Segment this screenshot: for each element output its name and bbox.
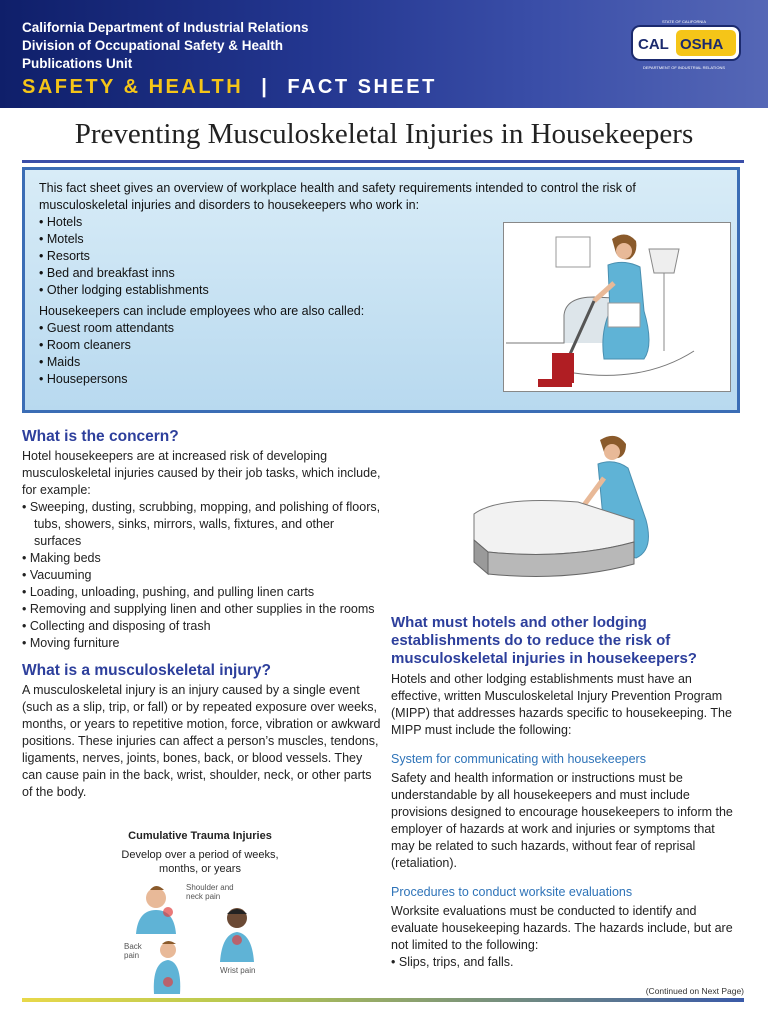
wrist-pain-figure xyxy=(218,904,256,962)
evaluation-list-item: • Slips, trips, and falls. xyxy=(391,955,514,969)
footer-divider xyxy=(22,998,744,1002)
must-paragraph: Hotels and other lodging establishments must have an effective, written Musculoskeletal Injury Prevention Program (MIPP) that addresses hazards specific to housekeeping. The MIPP must include the following: xyxy=(391,672,732,737)
right-column xyxy=(391,614,741,971)
cal-osha-logo xyxy=(618,16,748,76)
communication-paragraph: Safety and health information or instructions must be understandable by all housekeepers and must include provisions designed to encourage housekeepers to inform the employer of hazards at work and injuries or symptoms that may be related to such hazards, without fear of reprisal (retaliation). xyxy=(391,771,733,870)
list-item: • Removing and supplying linen and other supplies in the rooms xyxy=(34,601,382,618)
wrist-pain-label: Wrist pain xyxy=(220,966,256,975)
msi-paragraph: A musculoskeletal injury is an injury caused by a single event (such as a slip, trip, or fall) or by repeated exposure over weeks, months, or years to repetitive motion, force, vibration or awkward positions. These injuries can affect a person’s muscles, tendons, ligaments, nerves, joints, bones, back, or blood vessels. They can cause pain in the back, wrist, shoulder, neck, or other parts of the body. xyxy=(22,683,381,799)
list-item: • Bed and breakfast inns xyxy=(39,265,699,282)
list-item: • Hotels xyxy=(39,214,699,231)
list-item: Slips, trips, and falls. xyxy=(398,955,514,969)
also-called-text: Housekeepers can include employees who are also called: xyxy=(39,304,365,318)
logo-top-text: STATE OF CALIFORNIA xyxy=(661,19,707,24)
concern-paragraph: Hotel housekeepers are at increased risk of developing musculoskeletal injuries caused by their job tasks, which include, for example: xyxy=(22,449,381,497)
vacuuming-illustration xyxy=(503,222,731,392)
list-item: • Making beds xyxy=(34,550,382,567)
shoulder-pain-label: Shoulder and neck pain xyxy=(186,883,234,901)
page-title: Preventing Musculoskeletal Injuries in Housekeepers xyxy=(74,118,694,150)
header-banner xyxy=(0,0,768,108)
list-item: • Collecting and disposing of trash xyxy=(34,618,382,635)
logo-osha-text: OSHA xyxy=(680,36,724,53)
back-pain-label: Back pain xyxy=(124,942,142,960)
list-item: • Other lodging establishments xyxy=(39,282,699,299)
intro-box xyxy=(22,167,740,413)
left-column xyxy=(22,428,382,801)
evaluation-subheading: Procedures to conduct worksite evaluations xyxy=(391,885,633,899)
must-heading: What must hotels and other lodging establishments do to reduce the risk of musculoskeletal injuries in housekeepers? xyxy=(391,614,697,667)
band-right: FACT SHEET xyxy=(287,76,437,98)
concern-heading: What is the concern? xyxy=(22,428,179,445)
back-pain-figure xyxy=(146,940,186,994)
list-item: • Room cleaners xyxy=(39,337,699,354)
list-item: • Vacuuming xyxy=(34,567,382,584)
list-item: • Motels xyxy=(39,231,699,248)
fact-sheet-band xyxy=(22,76,437,99)
list-item: • Resorts xyxy=(39,248,699,265)
logo-cal-text: CAL xyxy=(638,36,669,53)
division-name: Division of Occupational Safety & Health xyxy=(22,38,284,53)
list-item: • Moving furniture xyxy=(34,635,382,652)
intro-paragraph: This fact sheet gives an overview of workplace health and safety requirements intended to control the risk of musculoskeletal injuries and disorders to housekeepers who work in: xyxy=(39,181,636,212)
logo-bottom-text: DEPARTMENT OF INDUSTRIAL RELATIONS xyxy=(642,65,726,70)
list-item: • Loading, unloading, pushing, and pulling linen carts xyxy=(34,584,382,601)
unit-name: Publications Unit xyxy=(22,56,133,71)
cti-title: Cumulative Trauma Injuries xyxy=(128,830,272,842)
tasks-list xyxy=(22,499,382,652)
title-divider xyxy=(22,160,744,163)
communication-subheading: System for communicating with housekeepers xyxy=(391,752,646,766)
list-item: • Guest room attendants xyxy=(39,320,699,337)
shoulder-pain-figure xyxy=(130,882,182,934)
bed-making-illustration xyxy=(458,430,686,600)
cumulative-trauma-graphic xyxy=(108,830,292,876)
band-separator: | xyxy=(261,76,270,98)
evaluation-paragraph: Worksite evaluations must be conducted to identify and evaluate housekeeping hazards. The hazards include, but are not limited to the following: xyxy=(391,904,733,952)
msi-heading: What is a musculoskeletal injury? xyxy=(22,662,271,679)
list-item: • Maids xyxy=(39,354,699,371)
band-left: SAFETY & HEALTH xyxy=(22,76,244,98)
list-item: • Sweeping, dusting, scrubbing, mopping, and polishing of floors, tubs, showers, sinks, mirrors, walls, fixtures, and other surfaces xyxy=(34,499,382,550)
cti-subtitle: Develop over a period of weeks, months, or years xyxy=(121,849,279,875)
continued-note: (Continued on Next Page) xyxy=(645,986,744,996)
list-item: • Housepersons xyxy=(39,371,699,388)
department-name: California Department of Industrial Relations xyxy=(22,20,309,35)
